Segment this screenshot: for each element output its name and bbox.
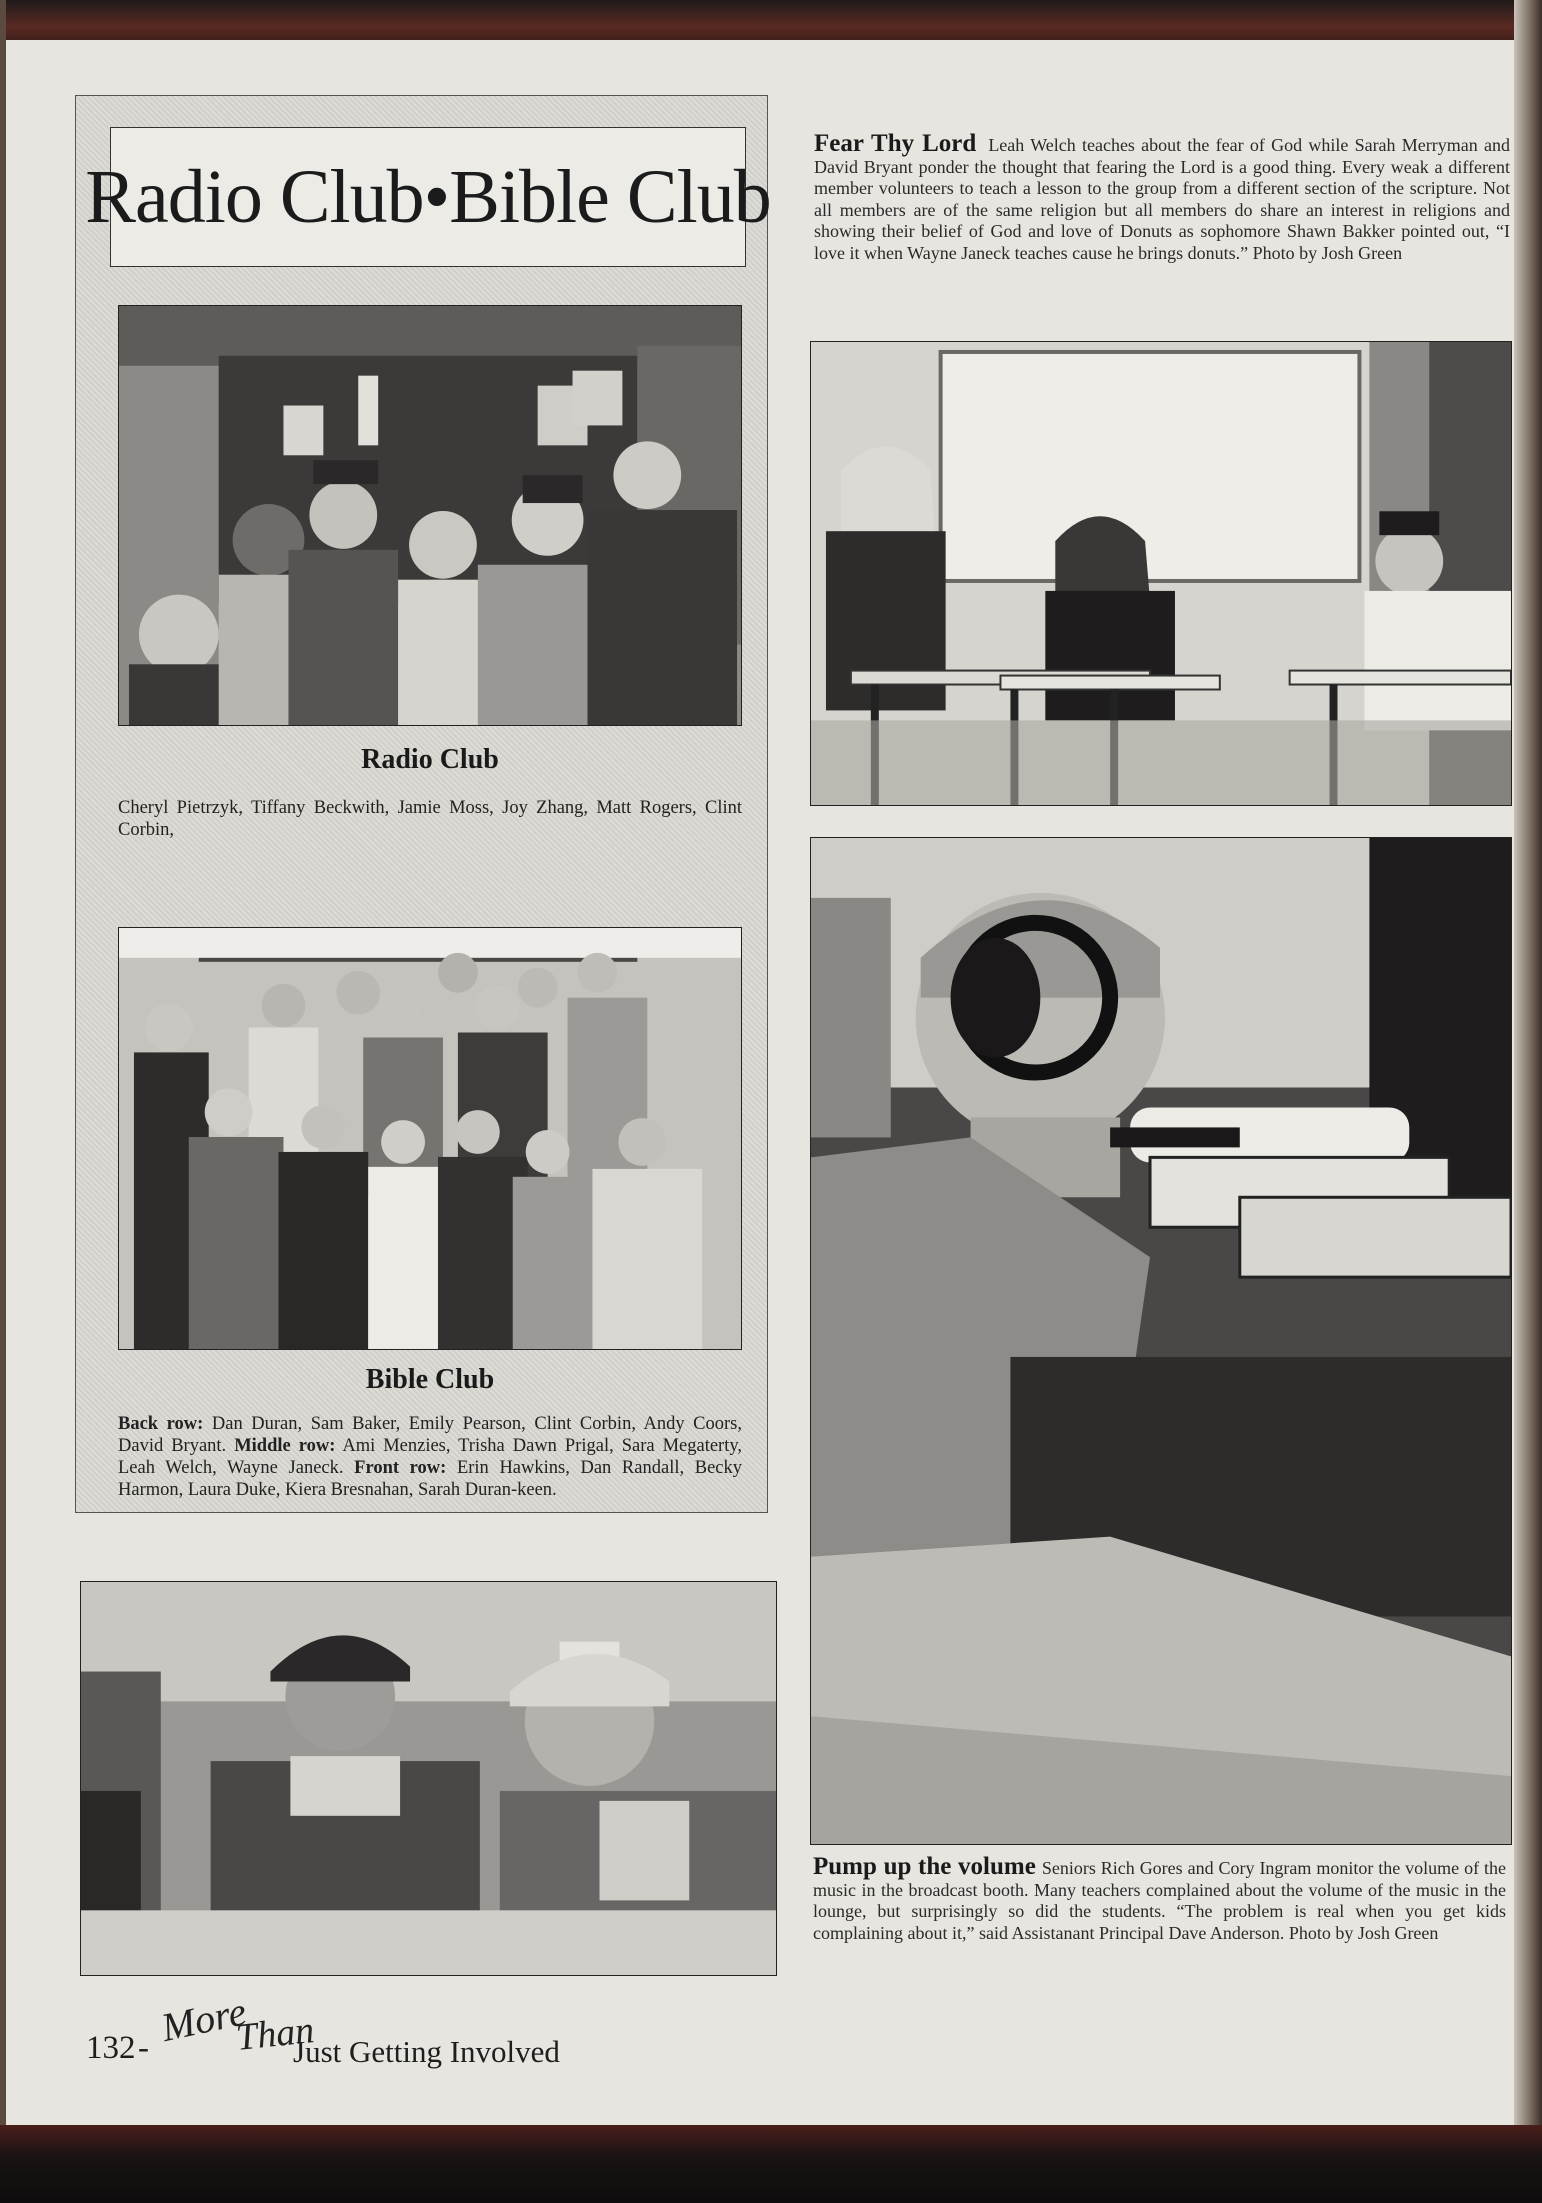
back-row-label: Back row: [118, 1414, 204, 1434]
fear-thy-lord-lead: Fear Thy Lord [814, 130, 977, 157]
middle-row-names: Ami Menzies, Trisha Dawn Prigal, Sara Megaterty, Leah Welch, Wayne Janeck. [118, 1436, 743, 1478]
page-title: Radio Club•Bible Club [85, 154, 771, 239]
bible-club-photo [118, 927, 742, 1350]
footer-section-title: Just Getting Involved [293, 2034, 560, 2069]
radio-club-photo [118, 305, 742, 726]
radio-booth-photo [80, 1581, 777, 1976]
book-bottom-edge [0, 2125, 1542, 2203]
pump-up-volume-lead: Pump up the volume [813, 1853, 1036, 1880]
back-row-names: Dan Duran, Sam Baker, Emily Pearson, Clint Corbin, Andy Coors, David Bryant. [118, 1414, 742, 1456]
footer-script-than: Than [234, 2009, 317, 2059]
radio-club-names: Cheryl Pietrzyk, Tiffany Beckwith, Jamie Moss, Joy Zhang, Matt Rogers, Clint Corbin, [118, 798, 742, 840]
footer-script-more: More [157, 1988, 251, 2051]
page-number: 132 [86, 2030, 136, 2066]
bible-club-heading: Bible Club [365, 1364, 495, 1395]
middle-row-label: Middle row: [234, 1436, 336, 1456]
bible-lesson-photo [810, 341, 1512, 806]
pump-up-volume-text: Seniors Rich Gores and Cory Ingram monitor the volume of the music in the broadcast booth. Many teachers complained about the volume of the music in the lounge, but surprisingly so did the students. “The problem is real when you get kids complaining about it,” said Assistanant Principal Dave Anderson. Photo by Josh Green [813, 1858, 1507, 1943]
radio-club-heading: Radio Club [361, 744, 499, 775]
footer-dash: - [138, 2030, 149, 2066]
book-right-edge [1514, 0, 1542, 2203]
page-title-box [85, 127, 771, 267]
bible-club-names [118, 1413, 742, 1501]
fear-thy-lord-caption [814, 130, 1510, 264]
front-row-label: Front row: [354, 1458, 447, 1478]
pump-up-volume-caption [813, 1853, 1507, 1944]
fear-thy-lord-text: Leah Welch teaches about the fear of God while Sarah Merryman and David Bryant ponder the thought that fearing the Lord is a good thing. Every weak a different member volunteers to teach a lesson to the group from a different section of the scripture. Not all members are of the same religion but all members do share an interest in religions and showing their belief of God and love of Donuts as sophomore Shawn Bakker pointed out, “I love it when Wayne Janeck teaches cause he brings donuts.” Photo by Josh Green [814, 135, 1510, 263]
book-top-edge [0, 0, 1542, 44]
pump-up-volume-photo [810, 837, 1512, 1845]
front-row-names: Erin Hawkins, Dan Randall, Becky Harmon, Laura Duke, Kiera Bresnahan, Sarah Duran-keen. [118, 1458, 742, 1500]
